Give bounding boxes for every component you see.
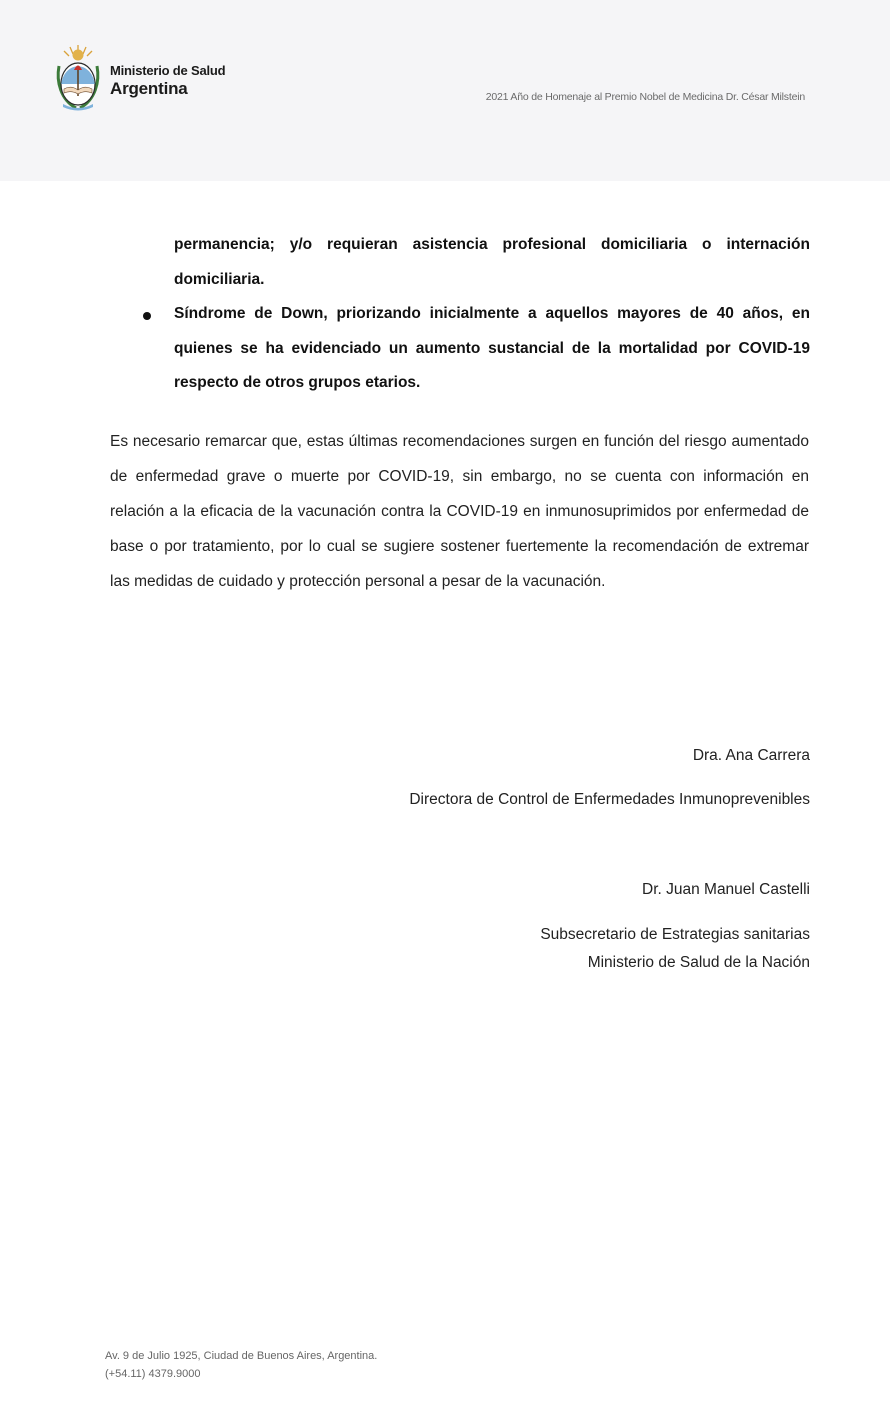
bullet-dot-icon <box>143 312 151 320</box>
footer-phone: (+54.11) 4379.9000 <box>105 1368 201 1380</box>
page-footer <box>105 1347 377 1383</box>
bullet-continuation <box>140 228 810 297</box>
footer-address: Av. 9 de Julio 1925, Ciudad de Buenos Aires, Argentina. <box>105 1350 378 1362</box>
body-paragraph: Es necesario remarcar que, estas últimas recomendaciones surgen en función del riesgo aumentado de enfermedad grave o muerte por COVID-19, sin embargo, no se cuenta con información en relación a la eficacia de la vacunación contra la COVID-19 en inmunosuprimidos por enfermedad de base o por tratamiento, por lo cual se sugiere sostener fuertemente la recomendación de extremar las medidas de cuidado y protección personal a pesar de la vacunación. <box>110 433 809 590</box>
country-name: Argentina <box>110 79 188 98</box>
page-header <box>0 0 890 181</box>
signature-2-organization: Ministerio de Salud de la Nación <box>587 954 810 971</box>
bullet-list <box>140 228 810 401</box>
year-motto: 2021 Año de Homenaje al Premio Nobel de Medicina Dr. César Milstein <box>485 91 805 103</box>
ministry-name: Ministerio de Salud <box>110 63 226 78</box>
coat-of-arms-icon <box>55 44 101 112</box>
signature-1-title: Directora de Control de Enfermedades Inmunoprevenibles <box>409 791 810 808</box>
ministry-logo-text <box>110 63 225 99</box>
signature-1-name: Dra. Ana Carrera <box>692 747 810 764</box>
continuation-text: permanencia; y/o requieran asistencia profesional domiciliaria o internación domiciliaria. <box>174 236 810 288</box>
bullet-text: Síndrome de Down, priorizando inicialmente a aquellos mayores de 40 años, en quienes se ha evidenciado un aumento sustancial de la mortalidad por COVID-19 respecto de otros grupos etarios. <box>174 305 810 391</box>
bullet-item-down-syndrome <box>140 297 810 401</box>
signature-2-title: Subsecretario de Estrategias sanitarias <box>540 926 810 943</box>
signature-2-name: Dr. Juan Manuel Castelli <box>642 881 810 898</box>
